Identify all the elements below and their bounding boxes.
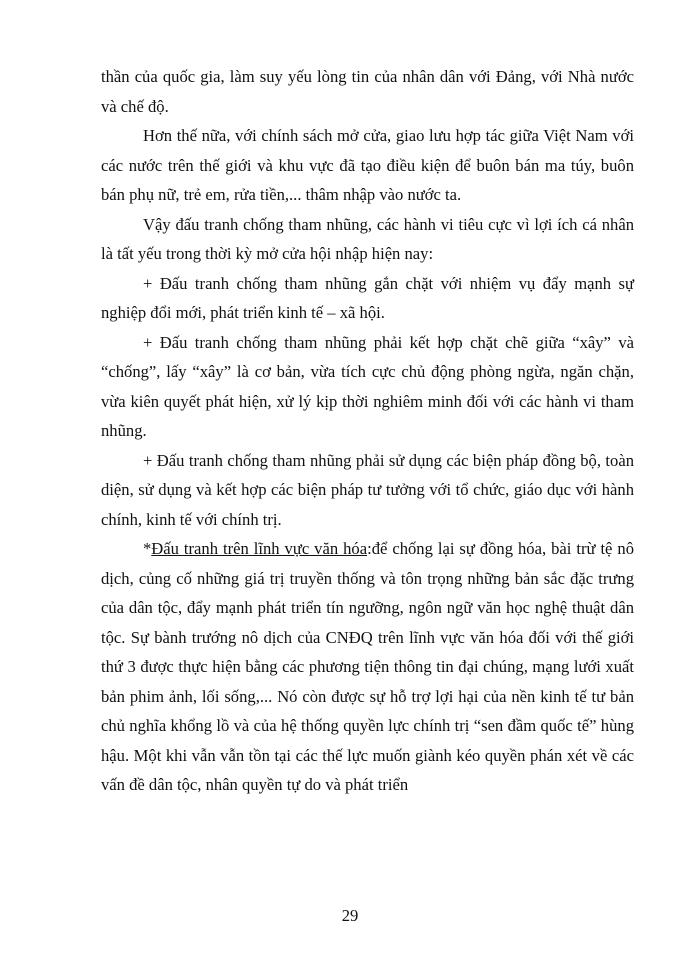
paragraph-anti-corruption-necessity: Vậy đấu tranh chống tham nhũng, các hành vi tiêu cực vì lợi ích cá nhân là tất yếu trong thời kỳ mở cửa hội nhập hiện nay:: [101, 214, 634, 263]
culture-prefix: *: [143, 539, 152, 558]
bullet-reform-task: + Đấu tranh chống tham nhũng gắn chặt với nhiệm vụ đẩy mạnh sự nghiệp đổi mới, phát triển kinh tế – xã hội.: [101, 273, 634, 322]
bullet-synchronous-measures: + Đấu tranh chống tham nhũng phải sử dụng các biện pháp đồng bộ, toàn diện, sử dụng và kết hợp các biện pháp tư tưởng với tổ chức, giáo dục với hành chính, kinh tế với chính trị.: [101, 450, 634, 529]
paragraph-culture-struggle: [101, 534, 634, 800]
paragraph-continuation: thần của quốc gia, làm suy yếu lòng tin của nhân dân với Đảng, với Nhà nước và chế độ.: [101, 67, 634, 116]
bullet-build-and-fight: + Đấu tranh chống tham nhũng phải kết hợp chặt chẽ giữa “xây” và “chống”, lấy “xây” là cơ bản, vừa tích cực chủ động phòng ngừa, ngăn chặn, vừa kiên quyết phát hiện, xử lý kịp thời nghiêm minh đối với các hành vi tham nhũng.: [101, 332, 634, 440]
page-number: 29: [341, 906, 359, 925]
culture-heading: Đấu tranh trên lĩnh vực văn hóa: [151, 539, 368, 558]
paragraph-open-door-policy: Hơn thế nữa, với chính sách mở cửa, giao lưu hợp tác giữa Việt Nam với các nước trên thế giới và khu vực đã tạo điều kiện để buôn bán ma túy, buôn bán phụ nữ, trẻ em, rửa tiền,... thâm nhập vào nước ta.: [101, 126, 634, 204]
culture-body: :để chống lại sự đồng hóa, bài trừ tệ nô dịch, củng cố những giá trị truyền thống và tôn trọng những bản sắc đặc trưng của dân tộc, đẩy mạnh phát triển tín ngưỡng, ngôn ngữ văn học nghệ thuật dân tộc. Sự bành trướng nô dịch của CNĐQ trên lĩnh vực văn hóa đối với thế giới thứ 3 được thực hiện bằng các phương tiện thông tin đại chúng, mạng lưới xuất bản phim ảnh, lối sống,... Nó còn được sự hỗ trợ lợi hại của nền kinh tế tư bản chủ nghĩa khổng lồ và của hệ thống quyền lực chính trị “sen đầm quốc tế” hùng hậu. Một khi vẫn vẫn tồn tại các thế lực muốn giành kéo quyền phán xét về các vấn đề dân tộc, nhân quyền tự do và phát triển: [101, 539, 634, 794]
body-text: [101, 62, 634, 800]
